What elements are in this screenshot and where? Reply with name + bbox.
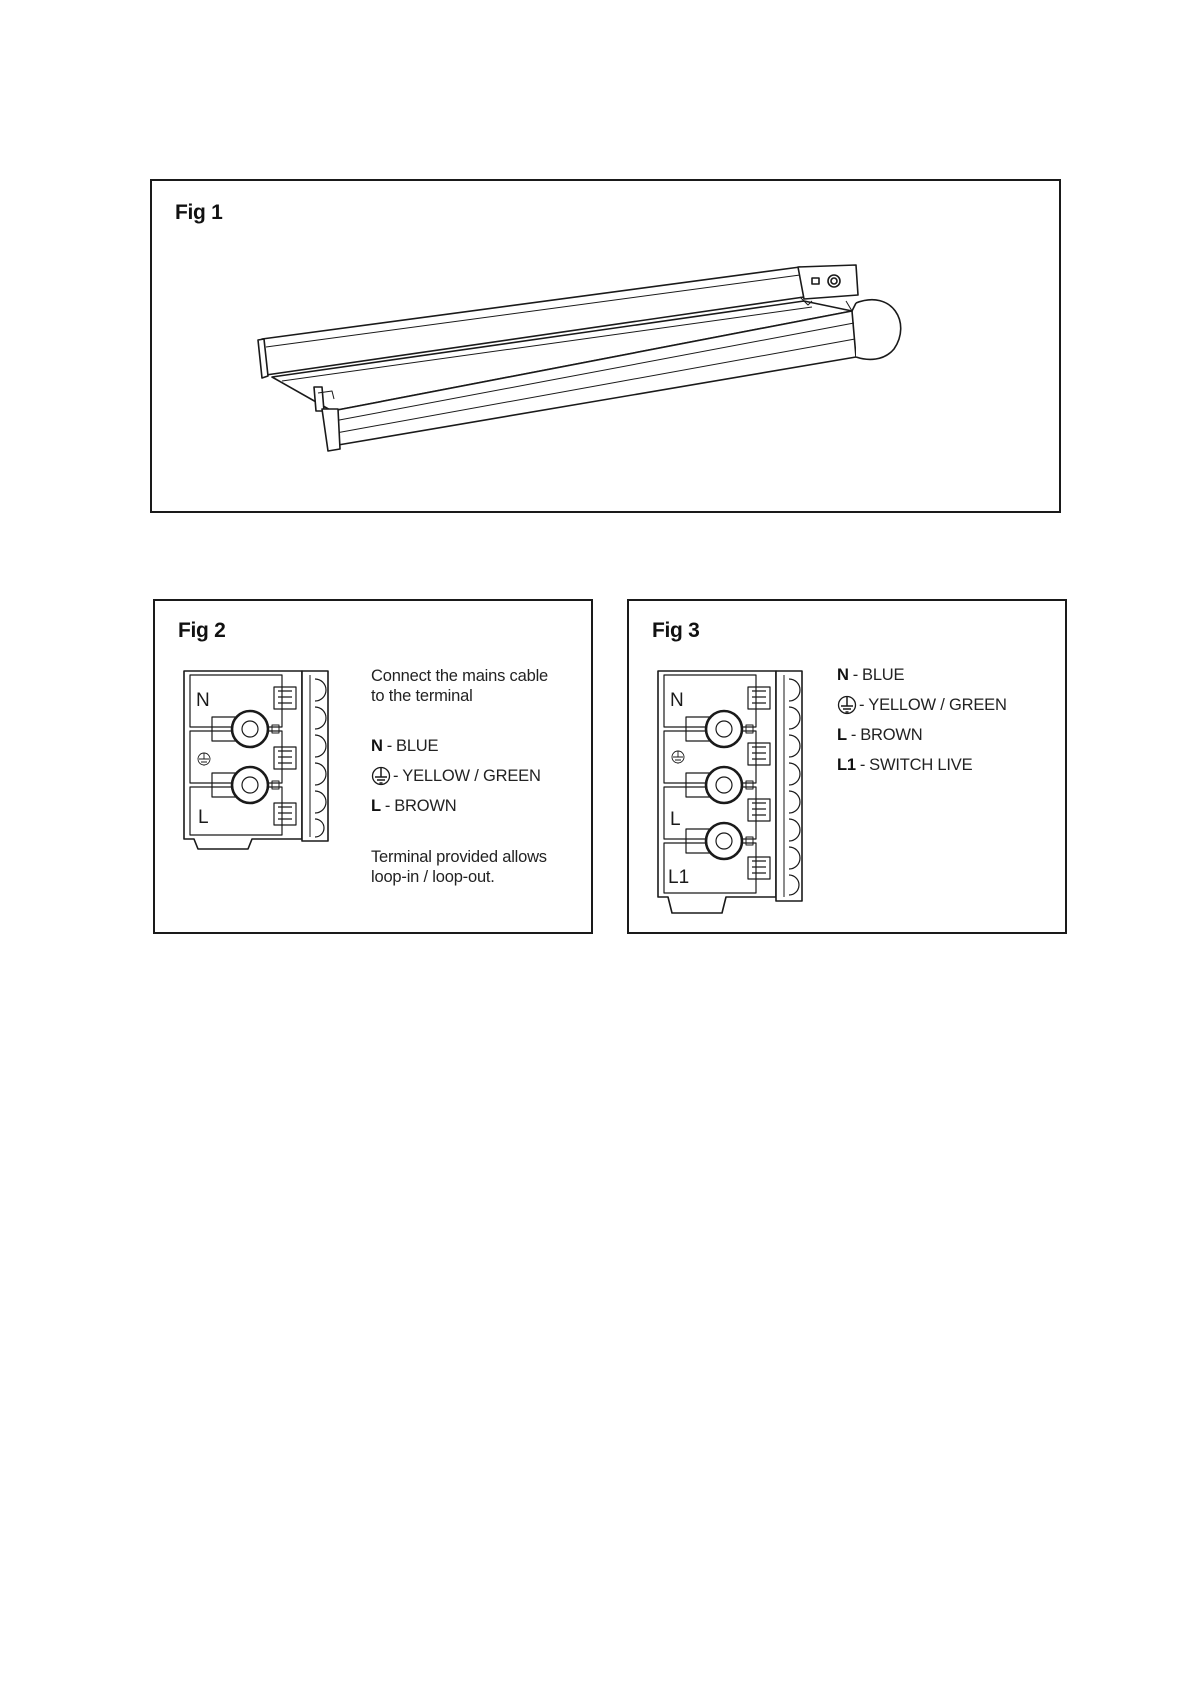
- figure-2: [153, 599, 593, 934]
- intro-line-1: Connect the mains cable: [371, 667, 549, 685]
- intro-line-2: to the terminal: [371, 687, 473, 705]
- legend-live: [837, 725, 922, 745]
- legend-text: YELLOW / GREEN: [868, 696, 1007, 714]
- legend-text: BROWN: [860, 726, 923, 744]
- legend-switch-live: [837, 755, 972, 775]
- legend-sep: -: [859, 756, 866, 774]
- terminal-block-3-way: [182, 669, 332, 854]
- legend-code: L: [371, 797, 381, 815]
- legend-sep: -: [850, 726, 857, 744]
- legend-sep: -: [852, 666, 859, 684]
- legend-text: BROWN: [394, 797, 457, 815]
- legend-sep: -: [386, 737, 393, 755]
- figure-3: [627, 599, 1067, 934]
- figure-1: [150, 179, 1061, 513]
- figure-2-title: Fig 2: [178, 619, 226, 642]
- figure-3-title: Fig 3: [652, 619, 700, 642]
- terminal-label-l: L: [198, 807, 209, 828]
- legend-code: L: [837, 726, 847, 744]
- legend-sep: -: [384, 797, 391, 815]
- figure-1-title: Fig 1: [175, 201, 223, 224]
- note-line-2: loop-in / loop-out.: [371, 868, 495, 886]
- legend-code: L1: [837, 756, 856, 774]
- terminal-block-4-way: [656, 669, 806, 919]
- legend-code: N: [837, 666, 849, 684]
- luminaire-illustration: [252, 261, 972, 481]
- legend-text: BLUE: [396, 737, 439, 755]
- terminal-label-l: L: [670, 809, 681, 830]
- terminal-label-n: N: [196, 690, 210, 711]
- legend-neutral: [837, 665, 904, 685]
- legend-sep: -: [393, 767, 399, 785]
- note-line-1: Terminal provided allows: [371, 848, 547, 866]
- legend-text: SWITCH LIVE: [869, 756, 973, 774]
- earth-ground-icon: [837, 695, 857, 715]
- legend-earth: [837, 695, 1007, 715]
- legend-sep: -: [859, 696, 865, 714]
- legend-text: YELLOW / GREEN: [402, 767, 541, 785]
- earth-ground-icon: [371, 766, 391, 786]
- terminal-label-n: N: [670, 690, 684, 711]
- legend-neutral: [371, 736, 438, 756]
- legend-earth: [371, 766, 541, 786]
- legend-text: BLUE: [862, 666, 905, 684]
- legend-live: [371, 796, 456, 816]
- legend-code: N: [371, 737, 383, 755]
- terminal-label-l1: L1: [668, 867, 690, 888]
